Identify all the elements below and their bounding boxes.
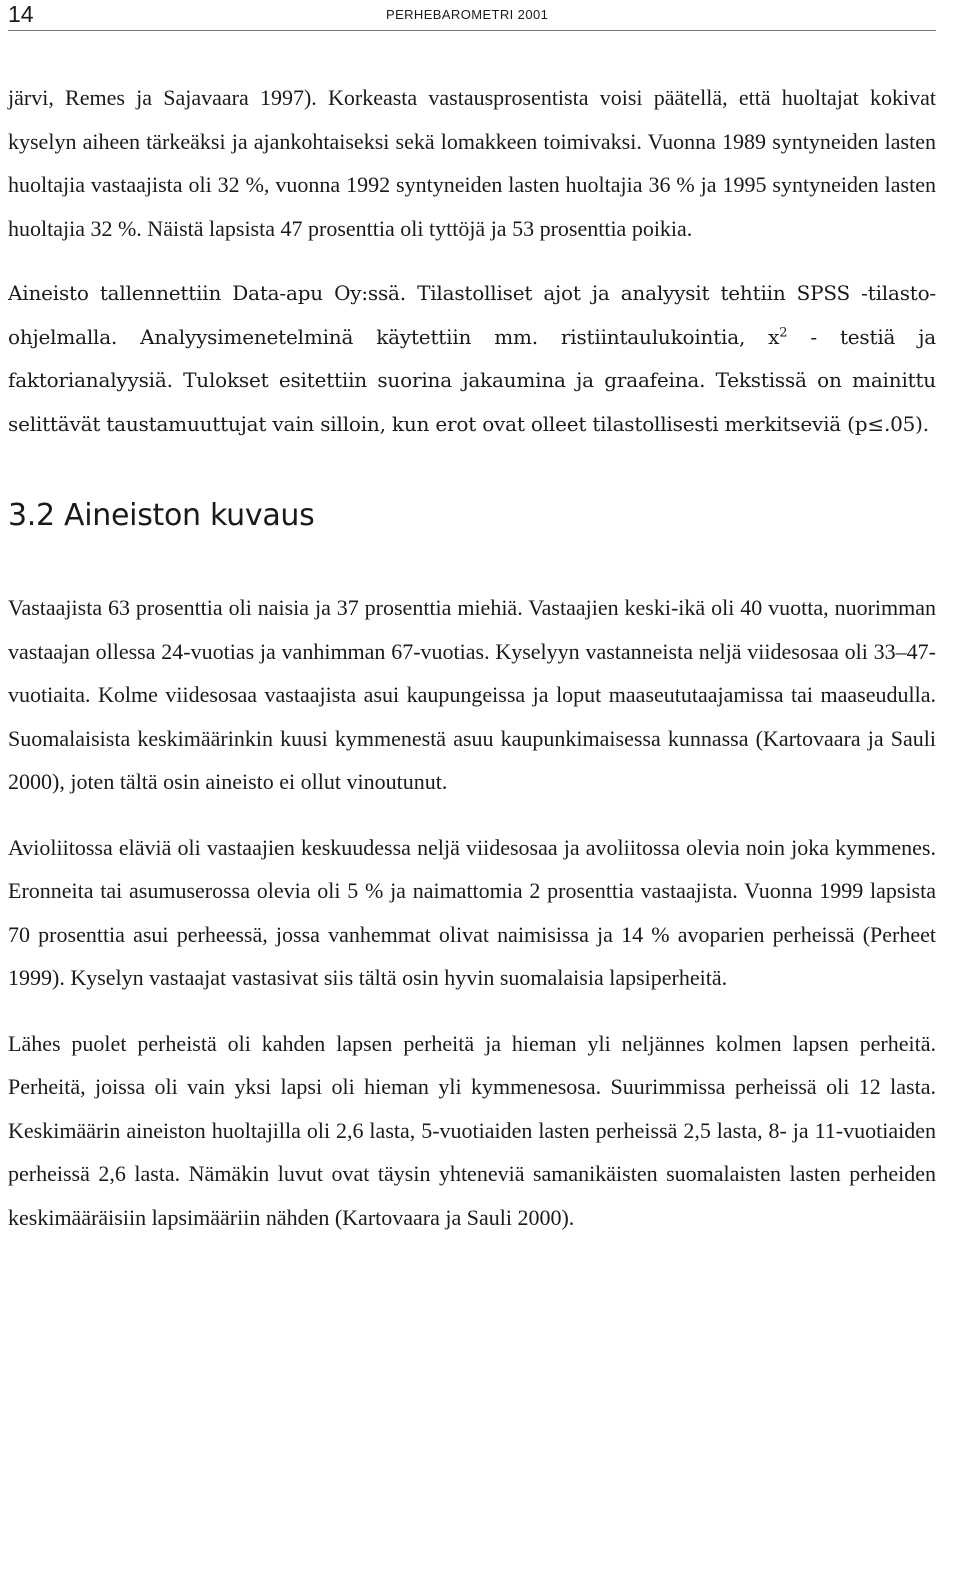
paragraph-marital-status: Avioliitossa eläviä oli vastaajien keskuudessa neljä viidesosaa ja avoliitossa olevia noin joka kymmenes. Eronneita tai asumuserossa olevia oli 5 % ja naimattomia 2 prosenttia vastaajista. Vuonna 1999 lapsista 70 prosenttia asui perheessä, jossa vanhemmat olivat naimisissa ja 14 % avoparien perheissä (Perheet 1999). Kyselyn vastaajat vastasivat siis tältä osin hyvin suomalaisia lapsiperheitä. [8, 834, 936, 990]
page-body [8, 76, 936, 1239]
running-title: PERHEBAROMETRI 2001 [386, 7, 549, 22]
paragraph-data-analysis [8, 272, 936, 446]
paragraph-family-size: Lähes puolet perheistä oli kahden lapsen perheitä ja hieman yli neljännes kolmen lapsen perheitä. Perheitä, joissa oli vain yksi lapsi oli hieman yli kymmenesosa. Suurimmissa perheissä oli 12 lasta. Keskimäärin aineiston huoltajilla oli 2,6 lasta, 5-vuotiaiden lasten perheissä 2,5 lasta, 8- ja 11-vuotiaiden perheissä 2,6 lasta. Nämäkin luvut ovat täysin yhteneviä samanikäisten suomalaisten lasten perheiden keskimääräisiin lapsimääriin nähden (Kartovaara ja Sauli 2000). [8, 1030, 936, 1230]
analysis-text-start: Aineisto tallennettiin Data-apu Oy:ssä. Tilastolliset ajot ja analyysit tehtiin SPSS -tilasto-ohjelmalla. Analyysimenetelminä käytettiin mm. ristiintaulukointia, x [8, 281, 936, 349]
analysis-text-end: - testiä ja faktorianalyysiä. Tulokset esitettiin suorina jakaumina ja graafeina. Tekstissä on mainittu selittävät taustamuuttujat vain silloin, kun erot ovat olleet tilastollisesti merkitseviä (p≤.05). [8, 324, 936, 436]
page-header [8, 0, 936, 31]
section-title: 3.2 Aineiston kuvaus [8, 498, 315, 533]
paragraph-response-rate: järvi, Remes ja Sajavaara 1997). Korkeasta vastausprosentista voisi päätellä, että huoltajat kokivat kyselyn aiheen tärkeäksi ja ajankohtaiseksi sekä lomakkeen toimivaksi. Vuonna 1989 syntyneiden lasten huoltajia vastaajista oli 32 %, vuonna 1992 syntyneiden lasten huoltajia 36 % ja 1995 syntyneiden lasten huoltajia 32 %. Näistä lapsista 47 prosenttia oli tyttöjä ja 53 prosenttia poikia. [8, 85, 936, 241]
chi-square-superscript: 2 [779, 324, 788, 340]
page-number: 14 [8, 1, 34, 27]
paragraph-respondents: Vastaajista 63 prosenttia oli naisia ja 37 prosenttia miehiä. Vastaajien keski-ikä oli 40 vuotta, nuorimman vastaajan ollessa 24-vuotias ja vanhimman 67-vuotias. Kyselyyn vastanneista neljä viidesosaa oli 33–47-vuotiaita. Kolme viidesosaa vastaajista asui kaupungeissa ja loput maaseututaajamissa tai maaseudulla. Suomalaisista keskimäärinkin kuusi kymmenestä asuu kaupunkimaisessa kunnassa (Kartovaara ja Sauli 2000), joten tältä osin aineisto ei ollut vinoutunut. [8, 595, 936, 794]
